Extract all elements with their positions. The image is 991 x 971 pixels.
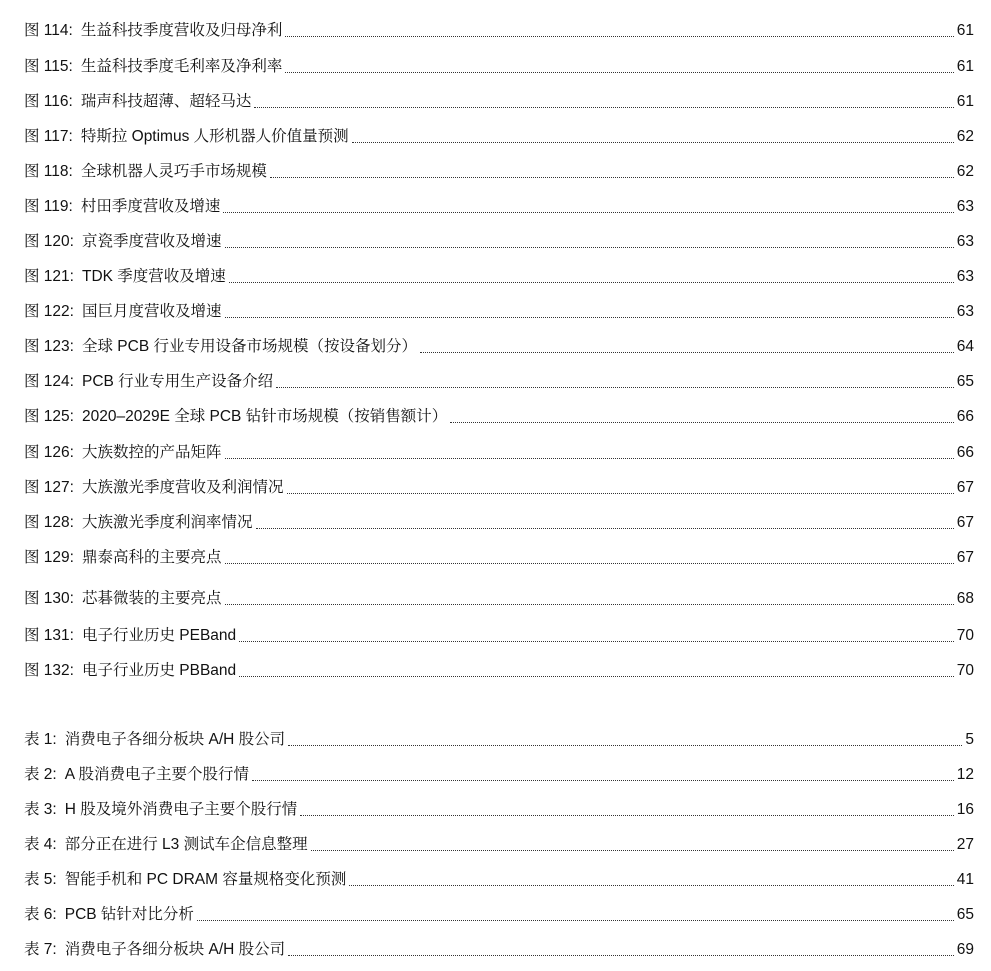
entry-page-number: 41	[956, 871, 974, 888]
entry-title: 全球 PCB 行业专用设备市场规模（按设备划分）	[81, 338, 417, 355]
toc-entry-figure-114[interactable]	[24, 19, 974, 41]
entry-page-number: 16	[956, 801, 974, 818]
toc-entry-table-3[interactable]	[24, 798, 974, 820]
entry-title: 生益科技季度营收及归母净利	[80, 22, 283, 39]
dot-leader	[223, 212, 953, 213]
entry-page-number: 67	[956, 549, 974, 566]
dot-leader	[225, 247, 954, 248]
toc-entry-figure-121[interactable]	[24, 265, 974, 287]
dot-leader	[225, 563, 954, 564]
dot-leader	[197, 920, 954, 921]
toc-entry-figure-124[interactable]	[24, 370, 974, 392]
dot-leader	[225, 458, 954, 459]
entry-title: PCB 钻针对比分析	[64, 906, 194, 923]
toc-entry-figure-125[interactable]	[24, 405, 974, 427]
dot-leader	[288, 955, 954, 956]
entry-number: 图 131:	[24, 627, 74, 644]
entry-page-number: 61	[956, 22, 974, 39]
toc-entry-figure-116[interactable]	[24, 90, 974, 112]
entry-title: 电子行业历史 PBBand	[81, 662, 237, 679]
dot-leader	[420, 352, 954, 353]
entry-number: 图 119:	[24, 198, 73, 215]
entry-page-number: 66	[956, 408, 974, 425]
toc-entry-figure-126[interactable]	[24, 441, 974, 463]
dot-leader	[311, 850, 954, 851]
entry-number: 图 130:	[24, 590, 74, 607]
entry-number: 表 2:	[24, 766, 57, 783]
entry-title: 2020–2029E 全球 PCB 钻针市场规模（按销售额计）	[81, 408, 448, 425]
toc-entry-figure-118[interactable]	[24, 160, 974, 182]
entry-number: 图 121:	[24, 268, 74, 285]
entry-number: 图 127:	[24, 479, 74, 496]
entry-title: PCB 行业专用生产设备介绍	[81, 373, 274, 390]
entry-number: 表 1:	[24, 731, 57, 748]
entry-number: 图 114:	[24, 22, 73, 39]
entry-page-number: 70	[956, 662, 974, 679]
entry-page-number: 12	[956, 766, 974, 783]
toc-entry-table-5[interactable]	[24, 868, 974, 890]
entry-number: 图 123:	[24, 338, 74, 355]
entry-number: 图 122:	[24, 303, 74, 320]
entry-title: 大族激光季度营收及利润情况	[81, 479, 284, 496]
dot-leader	[239, 676, 954, 677]
toc-entry-figure-128[interactable]	[24, 511, 974, 533]
entry-title: 全球机器人灵巧手市场规模	[80, 163, 267, 180]
dot-leader	[349, 885, 953, 886]
entry-title: 消费电子各细分板块 A/H 股公司	[64, 941, 286, 958]
entry-title: 生益科技季度毛利率及净利率	[80, 58, 283, 75]
dot-leader	[225, 317, 954, 318]
entry-number: 图 132:	[24, 662, 74, 679]
toc-entry-table-7[interactable]	[24, 938, 974, 960]
toc-entry-figure-132[interactable]	[24, 659, 974, 681]
toc-entry-table-2[interactable]	[24, 763, 974, 785]
entry-page-number: 63	[956, 268, 974, 285]
entry-page-number: 63	[956, 198, 974, 215]
entry-page-number: 64	[956, 338, 974, 355]
entry-page-number: 62	[956, 128, 974, 145]
entry-title: 国巨月度营收及增速	[81, 303, 222, 320]
dot-leader	[352, 142, 954, 143]
dot-leader	[285, 36, 953, 37]
entry-title: 瑞声科技超薄、超轻马达	[80, 93, 252, 110]
toc-entry-figure-130[interactable]	[24, 587, 974, 609]
toc-entry-figure-117[interactable]	[24, 125, 974, 147]
entry-number: 图 116:	[24, 93, 73, 110]
entry-title: 芯碁微装的主要亮点	[81, 590, 222, 607]
entry-title: 特斯拉 Optimus 人形机器人价值量预测	[80, 128, 349, 145]
toc-entry-figure-119[interactable]	[24, 195, 974, 217]
entry-page-number: 70	[956, 627, 974, 644]
toc-entry-figure-123[interactable]	[24, 335, 974, 357]
dot-leader	[225, 604, 954, 605]
toc-entry-figure-129[interactable]	[24, 546, 974, 568]
entry-page-number: 69	[956, 941, 974, 958]
entry-title: 京瓷季度营收及增速	[81, 233, 222, 250]
entry-number: 图 126:	[24, 444, 74, 461]
entry-number: 图 124:	[24, 373, 74, 390]
toc-entry-table-1[interactable]	[24, 728, 974, 750]
entry-number: 表 7:	[24, 941, 57, 958]
dot-leader	[288, 745, 962, 746]
toc-entry-figure-120[interactable]	[24, 230, 974, 252]
entry-number: 图 120:	[24, 233, 74, 250]
entry-number: 图 128:	[24, 514, 74, 531]
entry-title: 村田季度营收及增速	[80, 198, 221, 215]
entry-title: 电子行业历史 PEBand	[81, 627, 237, 644]
entry-page-number: 65	[956, 906, 974, 923]
dot-leader	[285, 72, 953, 73]
entry-number: 表 6:	[24, 906, 57, 923]
dot-leader	[229, 282, 954, 283]
entry-title: A 股消费电子主要个股行情	[64, 766, 250, 783]
dot-leader	[239, 641, 954, 642]
entry-title: 大族数控的产品矩阵	[81, 444, 222, 461]
dot-leader	[252, 780, 954, 781]
entry-title: 智能手机和 PC DRAM 容量规格变化预测	[64, 871, 347, 888]
entry-title: 部分正在进行 L3 测试车企信息整理	[64, 836, 308, 853]
entry-number: 图 115:	[24, 58, 73, 75]
toc-entry-figure-122[interactable]	[24, 300, 974, 322]
dot-leader	[287, 493, 954, 494]
entry-number: 表 3:	[24, 801, 57, 818]
entry-title: 鼎泰高科的主要亮点	[81, 549, 222, 566]
entry-page-number: 27	[956, 836, 974, 853]
entry-number: 表 4:	[24, 836, 57, 853]
dot-leader	[256, 528, 954, 529]
toc-entry-figure-127[interactable]	[24, 476, 974, 498]
dot-leader	[300, 815, 954, 816]
entry-title: TDK 季度营收及增速	[81, 268, 226, 285]
entry-number: 表 5:	[24, 871, 57, 888]
toc-entry-table-6[interactable]	[24, 903, 974, 925]
entry-page-number: 61	[956, 58, 974, 75]
entry-title: 大族激光季度利润率情况	[81, 514, 253, 531]
toc-entry-table-4[interactable]	[24, 833, 974, 855]
dot-leader	[270, 177, 954, 178]
dot-leader	[276, 387, 954, 388]
entry-number: 图 125:	[24, 408, 74, 425]
entry-number: 图 117:	[24, 128, 73, 145]
toc-entry-figure-131[interactable]	[24, 624, 974, 646]
entry-page-number: 61	[956, 93, 974, 110]
entry-number: 图 129:	[24, 549, 74, 566]
entry-title: H 股及境外消费电子主要个股行情	[64, 801, 298, 818]
dot-leader	[254, 107, 953, 108]
toc-entry-figure-115[interactable]	[24, 55, 974, 77]
entry-page-number: 67	[956, 479, 974, 496]
entry-page-number: 5	[965, 731, 974, 748]
dot-leader	[450, 422, 954, 423]
entry-page-number: 66	[956, 444, 974, 461]
entry-page-number: 63	[956, 303, 974, 320]
entry-page-number: 68	[956, 590, 974, 607]
entry-page-number: 65	[956, 373, 974, 390]
entry-page-number: 63	[956, 233, 974, 250]
entry-number: 图 118:	[24, 163, 73, 180]
entry-page-number: 67	[956, 514, 974, 531]
entry-title: 消费电子各细分板块 A/H 股公司	[64, 731, 286, 748]
entry-page-number: 62	[956, 163, 974, 180]
